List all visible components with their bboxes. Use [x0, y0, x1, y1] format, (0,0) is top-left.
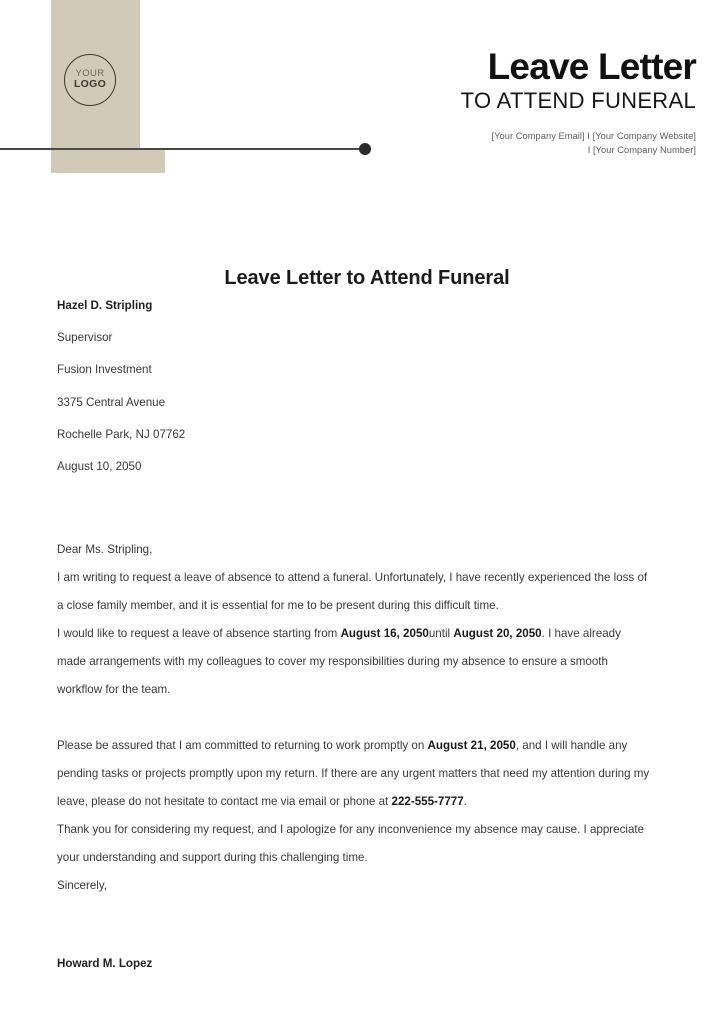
paragraph-2-part-3: . I have already made arrangements with my colleagues to cover my responsibilities during my absence to ensure a smooth workflow for the team. [57, 627, 621, 696]
beige-horizontal-block [51, 149, 165, 173]
paragraph-3-part-2: , and I will handle any pending tasks or projects promptly upon my return. If there are any urgent matters that need my attention during my leave, please do not hesitate to contact me via email or phone at [57, 739, 650, 808]
letter-date: August 10, 2050 [57, 459, 142, 473]
body-paragraph-4: Thank you for considering my request, and I apologize for any inconvenience my absence may cause. I appreciate your understanding and support during this challenging time. [57, 823, 645, 864]
document-title-subtitle: TO ATTEND FUNERAL [460, 88, 696, 113]
recipient-street: 3375 Central Avenue [57, 395, 166, 409]
company-contact-placeholders [276, 129, 696, 158]
body-paragraph-3 [57, 732, 653, 816]
header-title-block [276, 48, 696, 157]
paragraph-2-part-1: I would like to request a leave of absence starting from [57, 627, 341, 640]
return-date: August 21, 2050 [427, 739, 516, 752]
letter-heading-text: Leave Letter to Attend Funeral [224, 267, 510, 289]
paragraph-2-part-2: until [428, 627, 454, 640]
recipient-name: Hazel D. Stripling [57, 299, 153, 312]
contact-line-number: I [Your Company Number] [587, 144, 696, 155]
letter-closing: Sincerely, [57, 879, 108, 892]
salutation: Dear Ms. Stripling, [57, 543, 153, 556]
document-title-main: Leave Letter [487, 46, 696, 87]
recipient-city-state-zip: Rochelle Park, NJ 07762 [57, 427, 186, 441]
paragraph-3-part-1: Please be assured that I am committed to returning to work promptly on [57, 739, 428, 752]
sender-signature-name: Howard M. Lopez [57, 957, 153, 970]
recipient-company: Fusion Investment [57, 363, 152, 377]
leave-start-date: August 16, 2050 [340, 627, 429, 640]
contact-line-email-website: [Your Company Email] I [Your Company Website] [491, 130, 696, 141]
paragraph-3-part-3: . [463, 795, 467, 808]
letter-heading [0, 267, 720, 290]
letter-body [57, 536, 653, 900]
leave-end-date: August 20, 2050 [453, 627, 542, 640]
body-paragraph-1: I am writing to request a leave of absence to attend a funeral. Unfortunately, I have recently experienced the loss of a close family member, and it is essential for me to be present during this difficult time. [57, 571, 648, 612]
logo-line-2: LOGO [73, 78, 107, 91]
logo-placeholder [64, 54, 116, 106]
recipient-title: Supervisor [57, 331, 113, 345]
logo-line-1: YOUR [75, 67, 105, 79]
body-paragraph-2 [57, 620, 653, 704]
recipient-address-block [57, 300, 487, 493]
contact-phone-number: 222-555-7777 [391, 795, 464, 808]
